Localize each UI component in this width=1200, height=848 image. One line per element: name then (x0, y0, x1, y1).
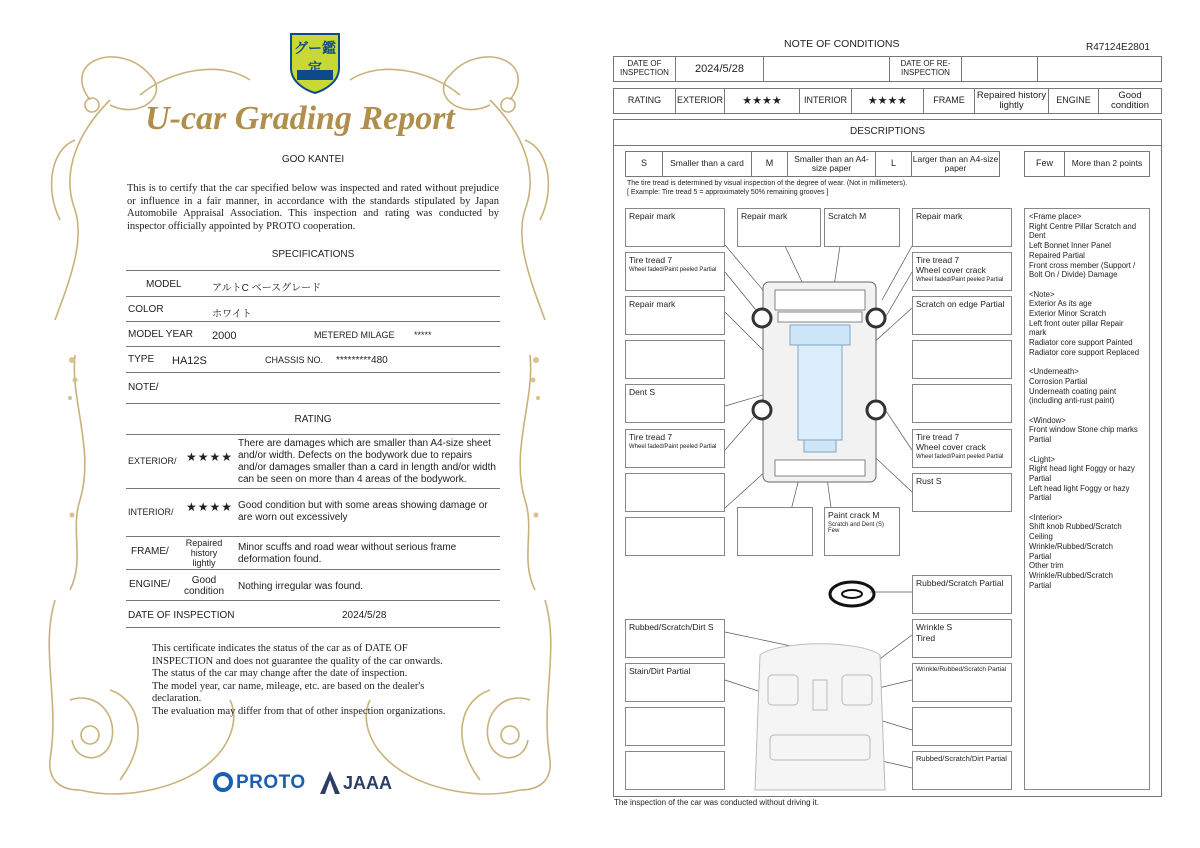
note-line: <Interior> (1029, 512, 1063, 522)
mark-label: Repair mark (916, 211, 963, 221)
mark-label: Rubbed/Scratch Partial (916, 578, 1004, 588)
mark-label: Dent S (629, 387, 655, 397)
note-line: Partial (1029, 473, 1052, 483)
report-subtitle: GOO KANTEI (281, 154, 345, 165)
specifications-heading: SPECIFICATIONS (271, 249, 355, 260)
mark-label: Scratch on edge Partial (916, 299, 1005, 309)
note-line: <Light> (1029, 454, 1056, 464)
note-line: Repaired Partial (1029, 250, 1085, 260)
mark-label: Rubbed/Scratch/Dirt S (629, 622, 714, 632)
type-label: TYPE (128, 354, 155, 365)
mark-sub: Wheel faded/Paint peeled Partial (629, 267, 717, 274)
model-year-label: MODEL YEAR (128, 329, 194, 340)
legend-l-desc: Larger than an A4-size paper (911, 151, 1000, 177)
mark-box-r5 (912, 384, 1012, 423)
footer-line: The status of the car may change after the date of inspection. (152, 668, 408, 679)
mark-label: Stain/Dirt Partial (629, 666, 691, 676)
interior-stars: ★★★★ (851, 88, 924, 114)
frame-value: Repaired history lightly (185, 538, 223, 568)
note-line: Front window Stone chip marks (1029, 425, 1138, 435)
mark-sub: Wheel faded/Paint peeled Partial (916, 277, 1004, 284)
certify-text: This is to certify that the car specified below was inspected and rated without prejudice or influence in a fair manner, in accordance with the standards stipulated by Japan Automobile Appraisal Association. This inspection and rating was conducted by inspector officially appointed by PROTO cooperation. (127, 183, 499, 232)
note-line: Partial (1029, 493, 1052, 503)
note-line: <Underneath> (1029, 367, 1079, 377)
tire-note-2: [ Example: Tire tread 5 = approximately 50% remaining grooves ] (627, 189, 829, 196)
note-line: Corrosion Partial (1029, 376, 1088, 386)
mark-box-t1 (737, 208, 821, 247)
model-value: アルトC ベースグレード (212, 283, 322, 294)
interior-box-l1 (625, 619, 725, 658)
interior-box-l2 (625, 663, 725, 702)
mark-label: Wrinkle/Rubbed/Scratch Partial (916, 666, 1007, 673)
proto-logo-icon (212, 771, 234, 793)
mark-box-l7 (625, 473, 725, 512)
chassis-label: CHASSIS NO. (265, 355, 324, 365)
mark-sub: Wheel faded/Paint peeled Partial (629, 444, 717, 451)
frame-label: FRAME (923, 88, 975, 114)
mark-label: Repair mark (741, 211, 788, 221)
date-insp-label: DATE OF INSPECTION (613, 56, 676, 82)
note-spacer (1029, 445, 1145, 455)
mark-label: Tire tread 7 (916, 255, 960, 265)
note-line: Partial (1029, 551, 1052, 561)
note-line: Radiator core support Replaced (1029, 347, 1140, 357)
color-label: COLOR (128, 304, 164, 315)
date-label: DATE OF INSPECTION (128, 610, 235, 621)
note-line: Wrinkle/Rubbed/Scratch (1029, 541, 1113, 551)
jaaa-logo: JAAA (343, 773, 393, 793)
chassis-value: *********480 (336, 355, 388, 366)
mark-label: Paint crack M (828, 510, 880, 520)
mark-box-l3 (625, 296, 725, 335)
mark-label: Tired (916, 633, 936, 644)
note-line: Bolt On / Divide) Damage (1029, 270, 1118, 280)
mark-box-b0 (737, 507, 813, 556)
note-line: Left Bonnet Inner Panel (1029, 241, 1111, 251)
proto-logo: PROTO (236, 772, 306, 793)
logo-text: グー鑑定 (294, 40, 336, 76)
descriptions-heading: DESCRIPTIONS (849, 126, 925, 137)
note-line: Ceiling (1029, 532, 1053, 542)
exterior-label: EXTERIOR/ (128, 456, 177, 466)
mark-box-l2 (625, 252, 725, 291)
mark-box-t2 (824, 208, 900, 247)
mark-sub: Wheel faded/Paint peeled Partial (916, 454, 1004, 461)
report-title: U-car Grading Report (145, 100, 455, 137)
note-spacer (1029, 358, 1145, 368)
mark-box-r3 (912, 296, 1012, 335)
mark-label: Repair mark (629, 299, 676, 309)
engine-value: Good condition (1098, 88, 1162, 114)
engine-value: Good condition (183, 575, 225, 597)
model-label: MODEL (146, 279, 182, 290)
mark-box-l8 (625, 517, 725, 556)
note-label: NOTE/ (128, 382, 159, 393)
note-line: Partial (1029, 435, 1052, 445)
exterior-stars: ★★★★ (186, 450, 234, 464)
date-insp-value: 2024/5/28 (675, 56, 764, 82)
mark-label: Repair mark (629, 211, 676, 221)
legend-few: Few (1024, 151, 1065, 177)
interior-box-r1 (912, 575, 1012, 614)
interior-box-l3 (625, 707, 725, 746)
note-line: (including anti-rust paint) (1029, 396, 1115, 406)
rating-label: RATING (613, 88, 676, 114)
rating-heading: RATING (294, 414, 332, 425)
engine-desc: Nothing irregular was found. (238, 581, 364, 592)
note-line: Partial (1029, 580, 1052, 590)
note-line: mark (1029, 328, 1047, 338)
mark-box-l5 (625, 384, 725, 423)
note-line: <Frame place> (1029, 212, 1082, 221)
frame-label: FRAME/ (131, 546, 169, 557)
legend-more: More than 2 points (1064, 151, 1150, 177)
metered-label: METERED MILAGE (314, 330, 395, 340)
color-value: ホワイト (212, 309, 252, 320)
mark-label: Wheel cover crack (916, 442, 986, 453)
model-year-value: 2000 (212, 330, 237, 342)
footer-text (152, 643, 482, 718)
legend-l: L (875, 151, 912, 177)
note-spacer (1029, 280, 1145, 290)
engine-label: ENGINE/ (129, 579, 171, 590)
note-line: Wrinkle/Rubbed/Scratch (1029, 570, 1113, 580)
note-line: <Note> (1029, 289, 1055, 299)
note-line: Exterior As its age (1029, 299, 1092, 309)
mark-label: Tire tread 7 (629, 255, 673, 265)
note-line: Dent (1029, 231, 1046, 241)
interior-box-l4 (625, 751, 725, 790)
metered-value: ***** (414, 330, 432, 340)
mark-label: Scratch M (828, 211, 867, 221)
note-line: Right Centre Pillar Scratch and (1029, 221, 1137, 231)
mark-box-l4 (625, 340, 725, 379)
legend-s: S (625, 151, 663, 177)
note-line: <Window> (1029, 415, 1066, 425)
interior-label: INTERIOR/ (128, 507, 174, 517)
mark-label: Rubbed/Scratch/Dirt Partial (916, 754, 1007, 763)
legend-s-desc: Smaller than a card (662, 151, 752, 177)
interior-box-r2 (912, 619, 1012, 658)
interior-box-r5 (912, 751, 1012, 790)
mark-label: Wheel cover crack (916, 265, 986, 276)
footer-line: The evaluation may differ from that of other inspection organizations. (152, 705, 446, 717)
mark-box-r7 (912, 473, 1012, 512)
mark-label: Tire tread 7 (629, 432, 673, 442)
jaaa-logo-icon (319, 770, 341, 796)
inspection-footer: The inspection of the car was conducted without driving it. (614, 798, 819, 807)
legend-m: M (751, 151, 788, 177)
mark-box-r4 (912, 340, 1012, 379)
mark-box-b1 (824, 507, 900, 556)
interior-box-r4 (912, 707, 1012, 746)
frame-desc: Minor scuffs and road wear without serious frame deformation found. (238, 542, 457, 565)
note-line: Exterior Minor Scratch (1029, 309, 1107, 319)
mark-label: Rust S (916, 476, 942, 486)
footer-line: This certificate indicates the status of the car as of DATE OF (152, 643, 408, 654)
date-reinsp-label: DATE OF RE-INSPECTION (889, 56, 962, 82)
exterior-desc: There are damages which are smaller than A4-size sheet and/or width. Defects on the bodywork due to repairs and/or damages smaller than a card in length and/or width can be seen on more than 4 areas of the bodywork. (238, 438, 496, 485)
note-line: Other trim (1029, 561, 1064, 571)
mark-label: Tire tread 7 (916, 432, 960, 442)
note-line: Underneath coating paint (1029, 386, 1117, 396)
mark-sub: Scratch and Dent (S) Few (828, 522, 885, 535)
engine-label: ENGINE (1048, 88, 1099, 114)
note-line: Radiator core support Painted (1029, 338, 1133, 348)
footer-line: The model year, car name, mileage, etc. are based on the dealer's (152, 680, 425, 692)
report-id: R47124E2801 (1086, 42, 1150, 53)
exterior-stars: ★★★★ (724, 88, 800, 114)
note-spacer (1029, 406, 1145, 416)
exterior-label: EXTERIOR (675, 88, 725, 114)
conditions-title: NOTE OF CONDITIONS (784, 38, 900, 50)
type-value: HA12S (172, 355, 207, 367)
interior-box-r3 (912, 663, 1012, 702)
interior-stars: ★★★★ (186, 500, 234, 514)
mark-box-l1 (625, 208, 725, 247)
note-spacer (1029, 503, 1145, 513)
note-line: Front cross member (Support / (1029, 260, 1136, 270)
note-line: Left head light Foggy or hazy (1029, 483, 1130, 493)
mark-box-r1 (912, 208, 1012, 247)
mark-label: Wrinkle S (916, 622, 953, 632)
date-value: 2024/5/28 (342, 610, 387, 621)
mark-box-r2 (912, 252, 1012, 291)
footer-line: INSPECTION and does not guarantee the quality of the car onwards. (152, 655, 443, 667)
footer-line: declaration. (152, 693, 202, 704)
note-of-conditions-page (600, 0, 1200, 848)
frame-value: Repaired history lightly (974, 88, 1049, 114)
mark-box-r6 (912, 429, 1012, 468)
interior-label: INTERIOR (799, 88, 852, 114)
note-line: Right head light Foggy or hazy (1029, 464, 1135, 474)
note-line: Left front outer pillar Repair (1029, 318, 1124, 328)
legend-m-desc: Smaller than an A4-size paper (787, 151, 876, 177)
notes-panel (1024, 208, 1150, 790)
note-line: Shift knob Rubbed/Scratch (1029, 522, 1122, 532)
interior-desc: Good condition but with some areas showing damage or are worn out excessively (238, 500, 488, 523)
tire-note-1: The tire tread is determined by visual inspection of the degree of wear. (Not in millimeters). (627, 180, 908, 187)
mark-box-l6 (625, 429, 725, 468)
